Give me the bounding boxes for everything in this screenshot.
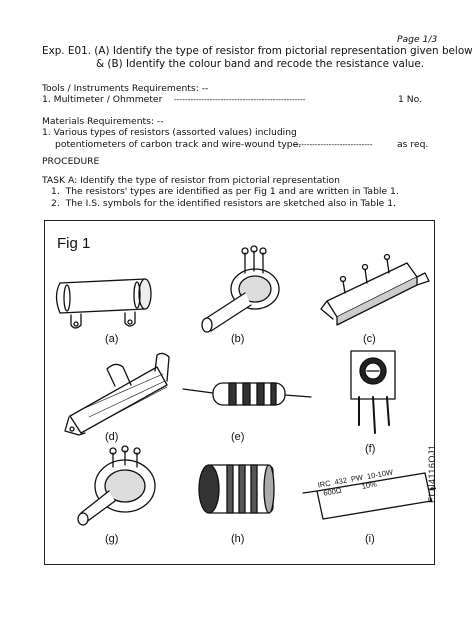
figure-code: ELN4116OJ1 bbox=[427, 444, 437, 503]
resistor-g-drawing bbox=[78, 446, 155, 525]
caption-c: (c) bbox=[363, 333, 376, 345]
resistor-d-drawing bbox=[65, 353, 169, 435]
resistor-h-drawing bbox=[199, 465, 274, 513]
caption-d: (d) bbox=[105, 431, 119, 443]
caption-b: (b) bbox=[231, 333, 245, 345]
caption-i: (i) bbox=[365, 533, 375, 545]
resistor-i-marking: IRC 432 PW 10-10W 600Ω 10% bbox=[317, 467, 394, 499]
caption-f: (f) bbox=[365, 443, 376, 455]
caption-e: (e) bbox=[231, 431, 245, 443]
resistor-f-drawing bbox=[351, 351, 395, 433]
figure-drawing bbox=[45, 221, 436, 566]
procedure-heading: PROCEDURE bbox=[42, 156, 100, 167]
materials-qty: as req. bbox=[397, 139, 429, 150]
tools-qty: 1 No. bbox=[398, 94, 423, 105]
tools-item: 1. Multimeter / Ohmmeter bbox=[42, 94, 163, 105]
resistor-e-drawing bbox=[183, 383, 311, 405]
task-step-2: 2. The I.S. symbols for the identified resistors are sketched also in Table 1. bbox=[51, 198, 396, 209]
figure-1 bbox=[44, 220, 435, 565]
figure-title: Fig 1 bbox=[57, 235, 91, 252]
materials-item-2: potentiometers of carbon track and wire-wound type. bbox=[55, 139, 302, 150]
resistor-a-drawing bbox=[57, 279, 152, 328]
task-heading: TASK A: Identify the type of resistor from pictorial representation bbox=[42, 175, 340, 186]
materials-heading: Materials Requirements: -- bbox=[42, 116, 164, 127]
resistor-c-drawing bbox=[321, 255, 429, 326]
tools-heading: Tools / Instruments Requirements: -- bbox=[42, 83, 209, 94]
title-line-1: Exp. E01. (A) Identify the type of resistor from pictorial representation given below bbox=[42, 45, 473, 57]
title-line-2: & (B) Identify the colour band and recode the resistance value. bbox=[96, 58, 425, 70]
caption-h: (h) bbox=[231, 533, 245, 545]
caption-g: (g) bbox=[105, 533, 119, 545]
materials-dashes: ----------------------------- bbox=[293, 140, 373, 149]
caption-a: (a) bbox=[105, 333, 119, 345]
tools-dashes: ------------------------------------------------ bbox=[174, 95, 306, 104]
page-number: Page 1/3 bbox=[397, 34, 438, 45]
resistor-b-drawing bbox=[202, 246, 279, 332]
task-step-1: 1. The resistors' types are identified as per Fig 1 and are written in Table 1. bbox=[51, 186, 399, 197]
materials-item-1: 1. Various types of resistors (assorted values) including bbox=[42, 127, 297, 138]
